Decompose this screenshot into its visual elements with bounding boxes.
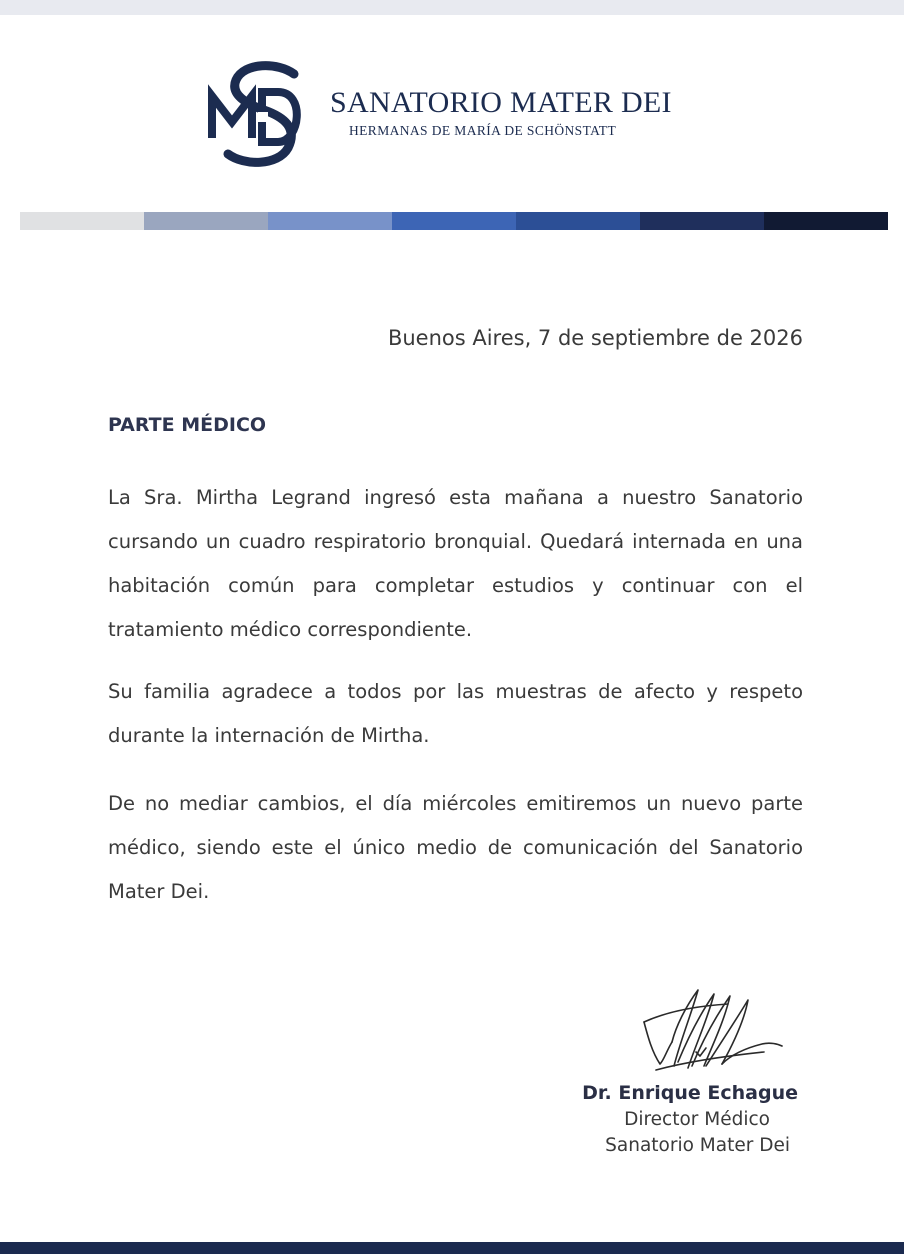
color-bar-segment-3: [268, 212, 392, 230]
color-bar-segment-2: [144, 212, 268, 230]
handwritten-signature-icon: [636, 982, 786, 1078]
signer-organization: Sanatorio Mater Dei: [605, 1135, 790, 1156]
brand-name: SANATORIO MATER DEI: [330, 86, 672, 119]
bottom-band: [0, 1242, 904, 1254]
color-bar-segment-7: [764, 212, 888, 230]
letter-date: Buenos Aires, 7 de septiembre de 2026: [387, 326, 803, 350]
top-band: [0, 0, 904, 15]
letter-title: PARTE MÉDICO: [108, 414, 267, 436]
color-bar-segment-5: [516, 212, 640, 230]
signer-name: Dr. Enrique Echague: [582, 1082, 798, 1104]
color-bar-segment-1: [20, 212, 144, 230]
color-bar-segment-6: [640, 212, 764, 230]
body-paragraph-2: Su familia agradece a todos por las muestras de afecto y respeto durante la internación de Mirtha.: [108, 680, 803, 747]
header-color-bar: [20, 212, 888, 230]
body-paragraph-3: De no mediar cambios, el día miércoles emitiremos un nuevo parte médico, siendo este el único medio de comunicación del Sanatorio Mater Dei.: [108, 792, 803, 903]
brand-subtitle: HERMANAS DE MARÍA DE SCHÖNSTATT: [349, 123, 617, 138]
body-paragraph-1: La Sra. Mirtha Legrand ingresó esta mañana a nuestro Sanatorio cursando un cuadro respiratorio bronquial. Quedará internada en una habitación común para completar estudios y continuar con el tratamiento médico correspondiente.: [108, 486, 803, 641]
msd-monogram-icon: [206, 60, 316, 170]
signer-role: Director Médico: [624, 1109, 770, 1130]
color-bar-segment-4: [392, 212, 516, 230]
